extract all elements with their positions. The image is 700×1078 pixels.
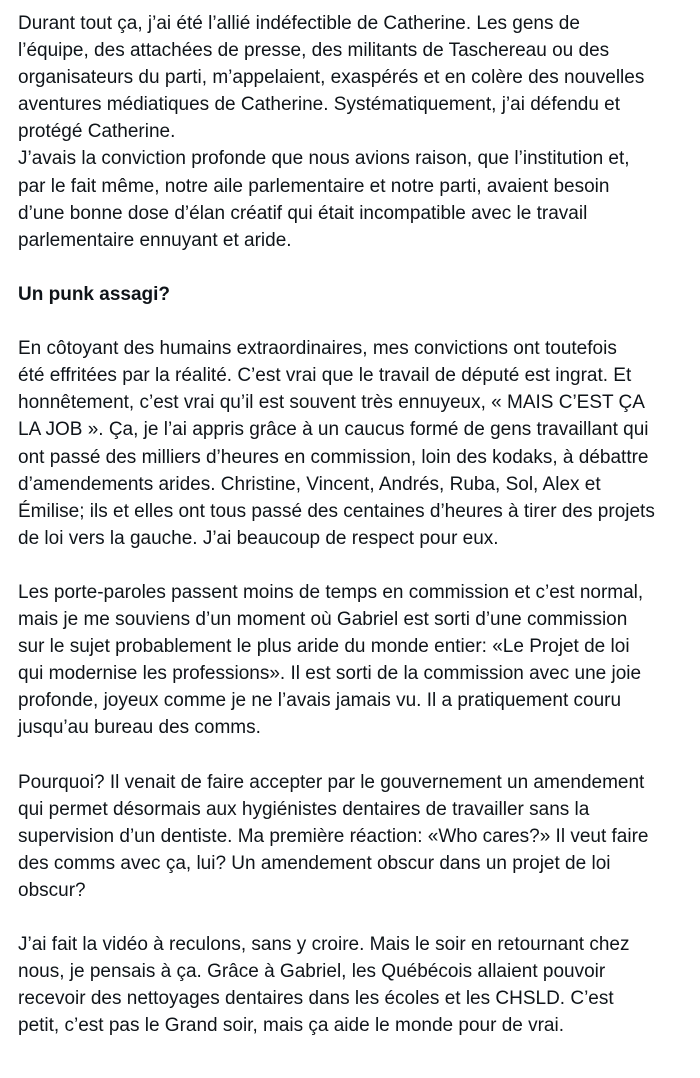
- paragraph-gap: [18, 308, 682, 335]
- text-line: ont passé des milliers d’heures en commission, loin des kodaks, à débattre: [18, 446, 649, 468]
- text-line: recevoir des nettoyages dentaires dans les écoles et les CHSLD. C’est: [18, 988, 614, 1010]
- text-line: Émilise; ils et elles ont tous passé des centaines d’heures à tirer des projets: [18, 500, 655, 522]
- paragraph-1: [18, 10, 682, 254]
- text-line: aventures médiatiques de Catherine. Systématiquement, j’ai défendu et: [18, 94, 621, 116]
- text-line: Les porte-paroles passent moins de temps en commission et c’est normal,: [18, 581, 644, 603]
- text-line: J’ai fait la vidéo à reculons, sans y croire. Mais le soir en retournant chez: [18, 934, 630, 956]
- text-line: En côtoyant des humains extraordinaires, mes convictions ont toutefois: [18, 338, 617, 360]
- text-line: qui permet désormais aux hygiénistes dentaires de travailler sans la: [18, 798, 590, 820]
- text-line: organisateurs du parti, m’appelaient, exaspérés et en colère des nouvelles: [18, 67, 645, 89]
- text-line: par le fait même, notre aile parlementaire et notre parti, avaient besoin: [18, 175, 610, 197]
- paragraph-3: [18, 579, 682, 742]
- paragraph-gap: [18, 254, 682, 281]
- text-line: d’une bonne dose d’élan créatif qui était incompatible avec le travail: [18, 202, 588, 224]
- text-line: sur le sujet probablement le plus aride du monde entier: «Le Projet de loi: [18, 636, 630, 658]
- text-line: supervision d’un dentiste. Ma première réaction: «Who cares?» Il veut faire: [18, 825, 649, 847]
- paragraph-gap: [18, 552, 682, 579]
- text-line: LA JOB ». Ça, je l’ai appris grâce à un caucus formé de gens travaillant qui: [18, 419, 649, 441]
- paragraph-2: [18, 335, 682, 552]
- text-line: petit, c’est pas le Grand soir, mais ça aide le monde pour de vrai.: [18, 1015, 564, 1037]
- text-line: profonde, joyeux comme je ne l’avais jamais vu. Il a pratiquement couru: [18, 690, 622, 712]
- text-line: obscur?: [18, 880, 86, 901]
- article-body: [18, 10, 682, 1040]
- text-line: honnêtement, c’est vrai qu’il est souvent très ennuyeux, « MAIS C’EST ÇA: [18, 392, 645, 414]
- text-line: nous, je pensais à ça. Grâce à Gabriel, les Québécois allaient pouvoir: [18, 961, 606, 983]
- paragraph-5: [18, 931, 682, 1039]
- text-line: d’amendements arides. Christine, Vincent, Andrés, Ruba, Sol, Alex et: [18, 473, 601, 495]
- text-line: l’équipe, des attachées de presse, des militants de Taschereau ou des: [18, 40, 610, 62]
- paragraph-4: [18, 769, 682, 904]
- text-line: jusqu’au bureau des comms.: [18, 717, 261, 739]
- text-line: des comms avec ça, lui? Un amendement obscur dans un projet de loi: [18, 852, 611, 874]
- text-line: Pourquoi? Il venait de faire accepter par le gouvernement un amendement: [18, 771, 645, 793]
- paragraph-gap: [18, 904, 682, 931]
- text-line: parlementaire ennuyant et aride.: [18, 229, 292, 251]
- section-heading: Un punk assagi?: [18, 283, 171, 305]
- paragraph-gap: [18, 742, 682, 769]
- text-line: de loi vers la gauche. J’ai beaucoup de respect pour eux.: [18, 527, 499, 549]
- text-line: J’avais la conviction profonde que nous avions raison, que l’institution et,: [18, 148, 630, 170]
- text-line: Durant tout ça, j’ai été l’allié indéfectible de Catherine. Les gens de: [18, 13, 580, 34]
- text-line: protégé Catherine.: [18, 121, 176, 143]
- text-line: été effritées par la réalité. C’est vrai que le travail de député est ingrat. Et: [18, 365, 632, 387]
- text-line: mais je me souviens d’un moment où Gabriel est sorti d’une commission: [18, 609, 628, 631]
- text-line: qui modernise les professions». Il est sorti de la commission avec une joie: [18, 663, 642, 685]
